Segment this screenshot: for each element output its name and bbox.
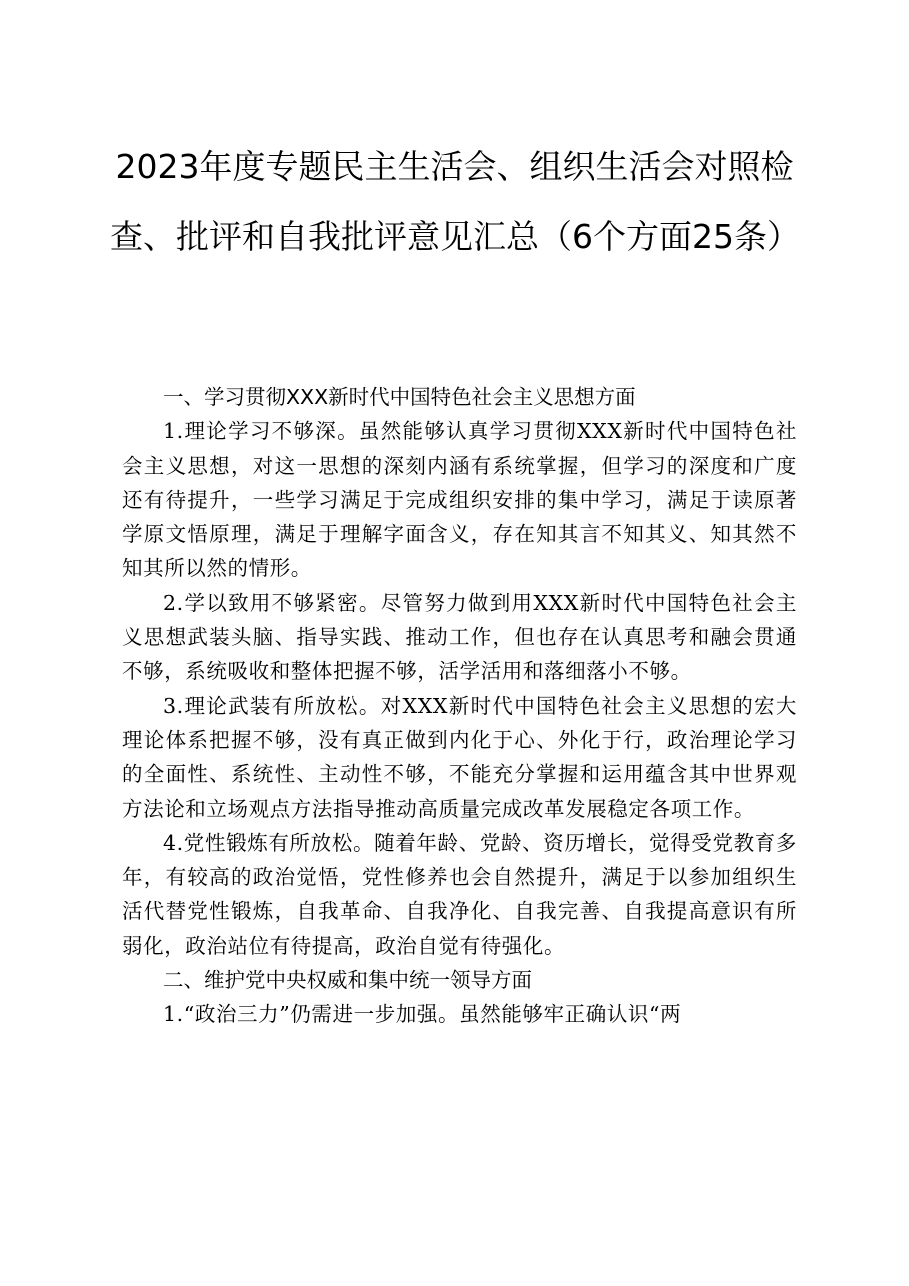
section-heading-1: 一、学习贯彻XXX新时代中国特色社会主义思想方面 [163, 385, 636, 409]
section-1-paragraph-1: 1.理论学习不够深。虽然能够认真学习贯彻XXX新时代中国特色社会主义思想，对这一思想的深刻内涵有系统掌握，但学习的深度和广度还有待提升，一些学习满足于完成组织安排的集中学习，满足于读原著学原文悟原理，满足于理解字面含义，存在知其言不知其义、知其然不知其所以然的情形。 [122, 419, 797, 581]
section-heading-2: 二、维护党中央权威和集中统一领导方面 [163, 968, 532, 993]
document-title: 2023年度专题民主生活会、组织生活会对照检查、批评和自我批评意见汇总（6个方面25条） [110, 147, 800, 256]
section-1-paragraph-4: 4.党性锻炼有所放松。随着年龄、党龄、资历增长，觉得受党教育多年，有较高的政治觉悟，党性修养也会自然提升，满足于以参加组织生活代替党性锻炼，自我革命、自我净化、自我完善、自我提高意识有所弱化，政治站位有待提高，政治自觉有待强化。 [122, 830, 797, 958]
section-2-paragraph-1: 1.“政治三力”仍需进一步加强。虽然能够牢正确认识“两 [163, 1002, 682, 1027]
section-1-paragraph-2: 2.学以致用不够紧密。尽管努力做到用XXX新时代中国特色社会主义思想武装头脑、指导实践、推动工作，但也存在认真思考和融会贯通不够，系统吸收和整体把握不够，活学活用和落细落小不够。 [122, 590, 797, 684]
document-body [122, 380, 797, 1032]
section-1-paragraph-3: 3.理论武装有所放松。对XXX新时代中国特色社会主义思想的宏大理论体系把握不够，没有真正做到内化于心、外化于行，政治理论学习的全面性、系统性、主动性不够，不能充分掌握和运用蕴含其中世界观方法论和立场观点方法指导推动高质量完成改革发展稳定各项工作。 [122, 693, 797, 821]
